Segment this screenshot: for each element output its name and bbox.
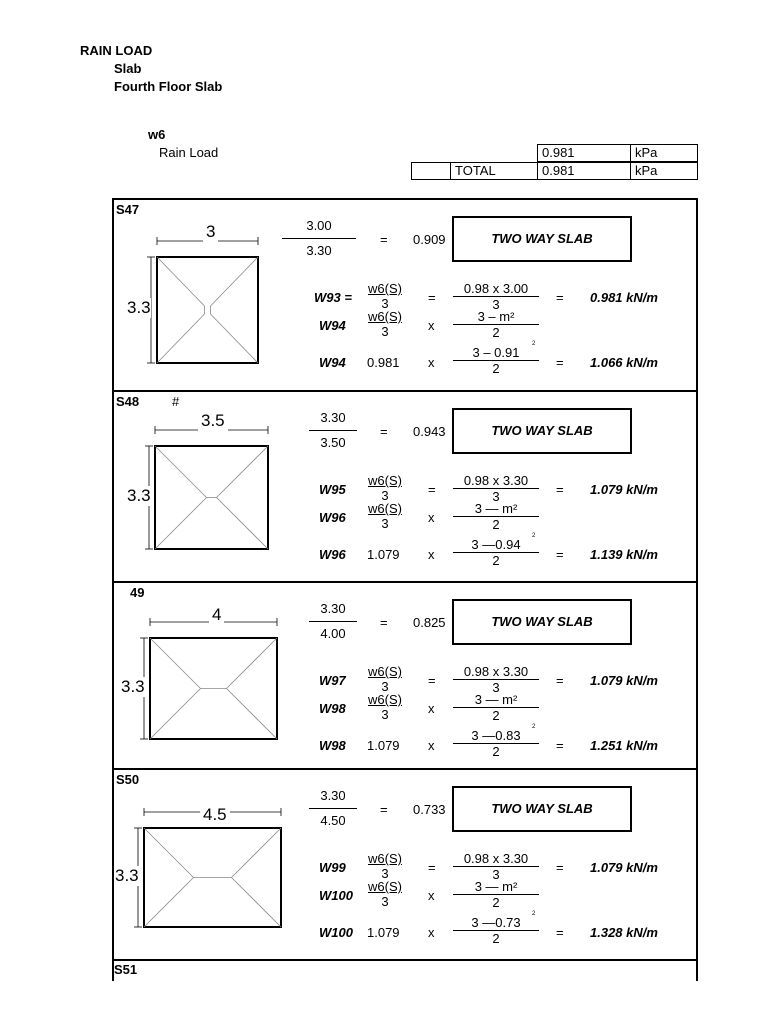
short-span: 3.30 (320, 788, 346, 803)
panel-border-right (696, 961, 698, 981)
square-superscript: 2 (532, 911, 536, 917)
uniform-load-result: 0.981 kN/m (590, 290, 658, 305)
formula-numerator: w6(S) (368, 692, 402, 707)
slab-label: S50 (116, 772, 140, 787)
equals-sign: = (428, 673, 436, 688)
short-dimension-label: 3.3 (127, 298, 151, 317)
equals-sign: = (380, 802, 388, 817)
moment-numerator: 3 —0.73 (471, 915, 521, 930)
moment-denominator: 2 (492, 708, 500, 723)
total-unit: kPa (630, 162, 698, 180)
multiply-sign: x (428, 701, 435, 716)
equals-sign: = (428, 482, 436, 497)
load-symbol: W100 (319, 888, 353, 903)
moment-numerator: 3 – 0.91 (472, 345, 520, 360)
long-dimension-label: 4.5 (200, 805, 230, 825)
multiply-sign: x (428, 355, 435, 370)
load-symbol: W94 (319, 355, 346, 370)
formula-fraction (365, 851, 405, 881)
formula-numerator: w6(S) (368, 309, 402, 324)
formula-numerator: w6(S) (368, 879, 402, 894)
panel-border-left (112, 961, 114, 981)
short-span: 3.30 (320, 601, 346, 616)
uniform-load-result: 1.079 kN/m (590, 482, 658, 497)
short-dimension-label: 3.3 (121, 676, 145, 696)
load-symbol: W98 (319, 738, 346, 753)
equals-sign: = (556, 738, 564, 753)
fraction-bar (309, 808, 357, 809)
moment-fraction (453, 915, 539, 946)
slab-type-box: TWO WAY SLAB (452, 408, 632, 454)
moment-numerator: 3 —0.83 (471, 728, 521, 743)
moment-denominator: 2 (492, 895, 500, 910)
moment-denominator: 2 (492, 361, 500, 376)
page-title: RAIN LOAD (80, 43, 153, 58)
moment-denominator: 2 (492, 517, 500, 532)
load-factor: 0.981 (367, 355, 400, 370)
moment-numerator: 3 – m² (477, 309, 515, 324)
uniform-load-result: 1.079 kN/m (590, 860, 658, 875)
square-superscript: 2 (532, 341, 536, 347)
formula-denominator: 3 (381, 296, 389, 311)
long-span: 4.50 (320, 813, 346, 828)
calc-numerator: 0.98 x 3.00 (463, 281, 529, 296)
formula-numerator: w6(S) (368, 664, 402, 679)
total-label: TOTAL (450, 162, 538, 180)
formula-denominator: 3 (381, 894, 389, 909)
moment-denominator: 2 (492, 744, 500, 759)
multiply-sign: x (428, 738, 435, 753)
multiply-sign: x (428, 547, 435, 562)
formula-denominator: 3 (381, 707, 389, 722)
equals-sign: = (380, 424, 388, 439)
moment-numerator: 3 —0.94 (471, 537, 521, 552)
square-superscript: 2 (532, 724, 536, 730)
calc-denominator: 3 (492, 680, 500, 695)
trapezoid-load-result: 1.066 kN/m (590, 355, 658, 370)
load-symbol: W96 (319, 547, 346, 562)
short-span: 3.00 (306, 218, 332, 233)
load-factor: 1.079 (367, 925, 400, 940)
multiply-sign: x (428, 888, 435, 903)
load-symbol: W98 (319, 701, 346, 716)
multiply-sign: x (428, 925, 435, 940)
formula-numerator: w6(S) (368, 473, 402, 488)
calc-numerator: 0.98 x 3.30 (463, 664, 529, 679)
slab-mark: # (172, 394, 180, 409)
load-factor: 1.079 (367, 738, 400, 753)
section-floor: Fourth Floor Slab (114, 79, 223, 94)
long-span: 3.30 (306, 243, 332, 258)
square-superscript: 2 (532, 533, 536, 539)
formula-numerator: w6(S) (368, 281, 402, 296)
yield-line (232, 828, 282, 878)
formula-fraction (365, 879, 405, 909)
load-symbol: W93 = (314, 290, 352, 305)
multiply-sign: x (428, 318, 435, 333)
span-ratio-value: 0.909 (413, 232, 446, 247)
equals-sign: = (556, 547, 564, 562)
long-dimension-label: 3.5 (198, 411, 228, 431)
long-dimension-label: 3 (203, 222, 218, 242)
calc-denominator: 3 (492, 489, 500, 504)
equals-sign: = (556, 925, 564, 940)
trapezoid-load-result: 1.251 kN/m (590, 738, 658, 753)
formula-denominator: 3 (381, 866, 389, 881)
moment-denominator: 2 (492, 931, 500, 946)
equals-sign: = (556, 673, 564, 688)
moment-numerator: 3 — m² (474, 692, 518, 707)
moment-denominator: 2 (492, 553, 500, 568)
slab-type-box: TWO WAY SLAB (452, 216, 632, 262)
calc-denominator: 3 (492, 297, 500, 312)
slab-type-box: TWO WAY SLAB (452, 599, 632, 645)
next-slab-label: S51 (114, 962, 138, 977)
formula-denominator: 3 (381, 324, 389, 339)
span-ratio-value: 0.943 (413, 424, 446, 439)
equals-sign: = (556, 482, 564, 497)
load-symbol: W100 (319, 925, 353, 940)
load-symbol: W99 (319, 860, 346, 875)
moment-numerator: 3 — m² (474, 879, 518, 894)
moment-fraction (453, 879, 539, 910)
moment-numerator: 3 — m² (474, 501, 518, 516)
multiply-sign: x (428, 510, 435, 525)
yield-line (144, 878, 194, 928)
equals-sign: = (556, 860, 564, 875)
trapezoid-load-result: 1.139 kN/m (590, 547, 658, 562)
short-dimension-label: 3.3 (127, 485, 151, 505)
calc-denominator: 3 (492, 867, 500, 882)
formula-denominator: 3 (381, 679, 389, 694)
calc-fraction (453, 851, 539, 882)
total-value: 0.981 (537, 162, 631, 180)
long-span: 4.00 (320, 626, 346, 641)
equals-sign: = (380, 615, 388, 630)
panel-divider (112, 959, 698, 961)
span-ratio-fraction (309, 788, 357, 828)
load-symbol: W95 (319, 482, 346, 497)
slab-label: S48 (116, 394, 140, 409)
trapezoid-load-result: 1.328 kN/m (590, 925, 658, 940)
load-symbol: W97 (319, 673, 346, 688)
load-symbol: W94 (319, 318, 346, 333)
equals-sign: = (428, 860, 436, 875)
equals-sign: = (428, 290, 436, 305)
equals-sign: = (380, 232, 388, 247)
load-factor: 1.079 (367, 547, 400, 562)
rain-load-unit: kPa (630, 144, 698, 162)
formula-denominator: 3 (381, 516, 389, 531)
rain-load-label: Rain Load (159, 145, 219, 160)
yield-line (232, 878, 282, 928)
calc-numerator: 0.98 x 3.30 (463, 851, 529, 866)
group-label: w6 (148, 127, 166, 142)
short-span: 3.30 (320, 410, 346, 425)
yield-line (144, 828, 194, 878)
span-ratio-value: 0.825 (413, 615, 446, 630)
rain-load-value: 0.981 (537, 144, 631, 162)
slab-label: 49 (130, 585, 145, 600)
uniform-load-result: 1.079 kN/m (590, 673, 658, 688)
formula-numerator: w6(S) (368, 851, 402, 866)
formula-numerator: w6(S) (368, 501, 402, 516)
slab-type-box: TWO WAY SLAB (452, 786, 632, 832)
long-span: 3.50 (320, 435, 346, 450)
equals-sign: = (556, 290, 564, 305)
long-dimension-label: 4 (209, 605, 224, 625)
formula-denominator: 3 (381, 488, 389, 503)
calc-numerator: 0.98 x 3.30 (463, 473, 529, 488)
slab-label: S47 (116, 202, 140, 217)
span-ratio-value: 0.733 (413, 802, 446, 817)
equals-sign: = (556, 355, 564, 370)
section-slab: Slab (114, 61, 142, 76)
moment-denominator: 2 (492, 325, 500, 340)
short-dimension-label: 3.3 (115, 865, 139, 885)
load-symbol: W96 (319, 510, 346, 525)
